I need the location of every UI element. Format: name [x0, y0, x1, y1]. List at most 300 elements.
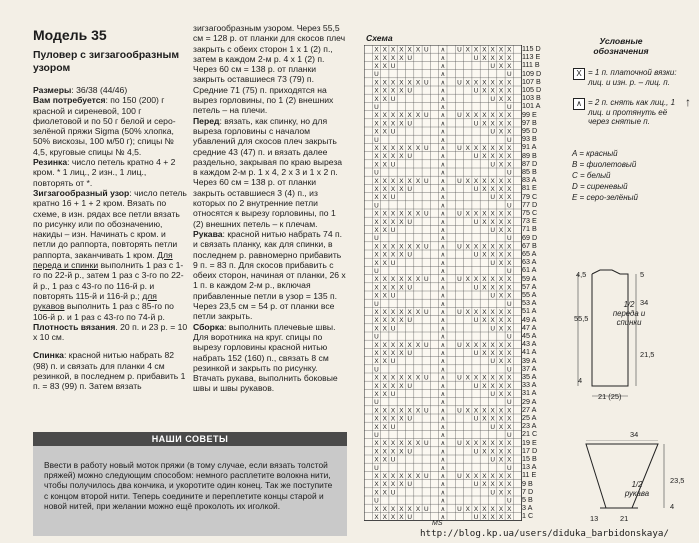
- chart-cell: ∧: [440, 161, 446, 169]
- chart-row-label: 39 A: [522, 355, 537, 365]
- chart-cell: X: [498, 63, 504, 70]
- chart-cell: ∧: [440, 186, 446, 193]
- chart-cell: X: [498, 145, 504, 152]
- chart-cell: X: [390, 284, 396, 292]
- chart-cell: X: [374, 227, 379, 234]
- chart-cell: X: [382, 218, 387, 226]
- chart-cell: U: [506, 71, 512, 79]
- chart-cell: X: [407, 243, 412, 251]
- chart-cell: X: [382, 120, 387, 128]
- chart-cell: X: [498, 317, 504, 325]
- chart-cell: X: [498, 440, 504, 448]
- chart-row-label: 95 D: [522, 126, 538, 135]
- chart-cell: ∧: [440, 46, 446, 54]
- chart-row-label: 17 D: [522, 445, 538, 455]
- chart-cell: X: [415, 341, 421, 349]
- chart-cell: X: [507, 440, 512, 448]
- chart-cell: X: [498, 194, 504, 202]
- chart-cell: X: [374, 251, 379, 259]
- chart-cell: X: [498, 391, 504, 398]
- chart-cell: X: [374, 448, 379, 456]
- chart-cell: X: [374, 194, 379, 202]
- rib-text: : число петель кратно 4 + 2 кром. * 1 лиц., 2 изн., 1 лиц., повторять от *.: [33, 157, 176, 188]
- chart-cell: X: [498, 415, 504, 423]
- chart-cell: U: [473, 448, 479, 456]
- chart-cell: U: [457, 374, 462, 382]
- chart-cell: U: [457, 145, 462, 152]
- chart-cell: U: [457, 177, 462, 185]
- chart-cell: ∧: [440, 194, 446, 202]
- chart-cell: U: [390, 292, 396, 300]
- chart-row-label: 97 B: [522, 117, 537, 127]
- chart-cell: U: [374, 104, 379, 111]
- chart-cell: U: [506, 497, 512, 505]
- chart-cell: X: [390, 79, 396, 87]
- chart-cell: U: [390, 259, 396, 267]
- dim-21-25: 21 (25): [598, 392, 622, 401]
- chart-cell: X: [374, 456, 379, 464]
- chart-cell: X: [498, 489, 504, 497]
- chart-cell: U: [473, 382, 479, 390]
- chart-cell: X: [374, 514, 379, 521]
- chart-cell: X: [498, 284, 504, 292]
- chart-cell: U: [423, 440, 429, 448]
- chart-cell: X: [407, 505, 412, 513]
- chart-cell: U: [374, 464, 379, 472]
- chart-cell: U: [490, 358, 495, 366]
- schema-title: Схема: [366, 33, 393, 43]
- chart-row-label: 77 D: [522, 199, 538, 209]
- chart-cell: X: [507, 161, 512, 169]
- chart-cell: X: [407, 112, 412, 120]
- chart-cell: X: [399, 514, 404, 521]
- chart-cell: X: [390, 210, 396, 218]
- chart-cell: X: [382, 251, 387, 259]
- chart-cell: U: [390, 423, 396, 431]
- chart-cell: X: [498, 423, 504, 431]
- chart-row-label: 7 D: [522, 486, 534, 496]
- chart-cell: X: [374, 145, 379, 152]
- chart-cell: X: [382, 79, 387, 87]
- chart-cell: U: [490, 161, 495, 169]
- dim-21-5: 21,5: [640, 350, 655, 359]
- chart-cell: X: [507, 227, 512, 234]
- chart-cell: ∧: [440, 423, 446, 431]
- chart-cell: X: [507, 79, 512, 87]
- chart-cell: X: [382, 46, 387, 54]
- chart-cell: X: [399, 382, 404, 390]
- chart-cell: X: [482, 514, 487, 521]
- chart-cell: X: [399, 317, 404, 325]
- chart-cell: ∧: [440, 489, 446, 497]
- chart-cell: X: [507, 63, 512, 70]
- chart-row-label: 105 D: [522, 85, 542, 94]
- chart-cell: X: [382, 284, 387, 292]
- chart-row-label: 71 B: [522, 224, 537, 234]
- chart-cell: ∧: [440, 497, 446, 505]
- chart-cell: U: [490, 456, 495, 464]
- chart-cell: U: [407, 218, 412, 226]
- chart-cell: U: [423, 473, 429, 480]
- chart-cell: X: [382, 341, 387, 349]
- chart-cell: X: [382, 374, 387, 382]
- needed-text: : по 150 (200) г красной и сиреневой, 100 г фиолетовой и по 50 г белой и серо-зелёной пряжи Sigma (50% хлопка, 50% вискозы, 100 м/50 г); спицы № 4,5, круговые спицы № 4,5.: [33, 95, 176, 157]
- chart-cell: ∧: [440, 87, 446, 95]
- chart-cell: X: [490, 153, 495, 161]
- chart-cell: X: [399, 79, 404, 87]
- chart-cell: X: [507, 341, 512, 349]
- chart-cell: X: [482, 153, 487, 161]
- chart-cell: ∧: [440, 464, 446, 472]
- chart-cell: U: [506, 464, 512, 472]
- chart-cell: X: [507, 251, 512, 259]
- chart-cell: ∧: [440, 218, 446, 226]
- sleeve-label: 1/2 рукава: [624, 480, 650, 498]
- chart-row-label: 25 A: [522, 413, 537, 422]
- chart-cell: U: [423, 79, 429, 87]
- chart-cell: X: [507, 382, 512, 390]
- chart-cell: U: [407, 87, 412, 95]
- chart-cell: X: [465, 473, 470, 480]
- chart-cell: U: [407, 448, 412, 456]
- chart-cell: X: [390, 145, 396, 152]
- chart-row-label: 13 A: [522, 462, 537, 472]
- chart-cell: X: [507, 177, 512, 185]
- chart-cell: X: [482, 79, 487, 87]
- chart-cell: X: [498, 448, 504, 456]
- back-label: Спинка: [33, 350, 64, 361]
- chart-cell: X: [465, 309, 470, 316]
- chart-cell: X: [473, 309, 479, 316]
- chart-cell: ∧: [440, 456, 446, 464]
- chart-cell: U: [423, 407, 429, 415]
- chart-cell: X: [390, 481, 396, 489]
- zigzag-label: Зигзагообразный узор: [33, 187, 130, 198]
- chart-cell: U: [374, 366, 379, 374]
- chart-cell: X: [390, 153, 396, 161]
- chart-cell: X: [415, 145, 421, 152]
- chart-cell: X: [390, 505, 396, 513]
- chart-cell: ∧: [440, 54, 446, 62]
- chart-cell: X: [507, 391, 512, 398]
- chart-cell: X: [473, 440, 479, 448]
- chart-cell: X: [407, 177, 412, 185]
- chart-cell: X: [490, 186, 495, 193]
- chart-cell: X: [465, 177, 470, 185]
- chart-cell: X: [490, 448, 495, 456]
- chart-cell: X: [482, 120, 487, 128]
- chart-cell: X: [507, 87, 512, 95]
- chart-cell: X: [407, 46, 412, 54]
- chart-cell: U: [457, 210, 462, 218]
- chart-cell: X: [407, 341, 412, 349]
- chart-cell: X: [399, 309, 404, 316]
- chart-cell: ∧: [440, 317, 446, 325]
- chart-cell: X: [498, 128, 504, 136]
- chart-row-label: 59 A: [522, 273, 537, 283]
- article-subtitle: Пуловер с зигзагообразным узором: [33, 50, 180, 74]
- chart-cell: X: [399, 505, 404, 513]
- chart-cell: X: [498, 259, 504, 267]
- chart-cell: X: [498, 46, 504, 54]
- chart-cell: X: [498, 473, 504, 480]
- chart-cell: X: [390, 112, 396, 120]
- chart-cell: U: [407, 382, 412, 390]
- chart-cell: X: [473, 505, 479, 513]
- chart-row-label: 31 A: [522, 388, 537, 398]
- chart-cell: X: [490, 120, 495, 128]
- chart-cell: X: [490, 350, 495, 357]
- chart-row-label: 99 E: [522, 109, 537, 119]
- chart-cell: X: [390, 186, 396, 193]
- chart-cell: X: [374, 210, 379, 218]
- chart-row-label: 93 B: [522, 134, 537, 144]
- chart-cell: X: [482, 186, 487, 193]
- chart-cell: U: [407, 481, 412, 489]
- chart-cell: X: [415, 276, 421, 284]
- chart-cell: X: [498, 227, 504, 234]
- chart-cell: X: [490, 440, 495, 448]
- chart-cell: X: [507, 292, 512, 300]
- zigzag-underlined-1: Для переда и спинки: [33, 249, 173, 271]
- chart-cell: X: [473, 177, 479, 185]
- chart-cell: X: [498, 292, 504, 300]
- chart-cell: ∧: [440, 145, 446, 152]
- chart-cell: X: [507, 95, 512, 103]
- chart-cell: X: [399, 54, 404, 62]
- chart-row-label: 23 A: [522, 421, 537, 431]
- chart-cell: X: [482, 112, 487, 120]
- chart-row-label: 73 E: [522, 216, 537, 226]
- chart-cell: X: [382, 227, 387, 234]
- chart-cell: U: [390, 227, 396, 234]
- chart-cell: ∧: [440, 71, 446, 79]
- chart-cell: X: [482, 87, 487, 95]
- front-back-schematic: [570, 268, 695, 408]
- chart-cell: X: [498, 177, 504, 185]
- chart-cell: X: [507, 473, 512, 480]
- chart-cell: X: [374, 415, 379, 423]
- chart-cell: X: [374, 54, 379, 62]
- chart-cell: X: [399, 407, 404, 415]
- chart-cell: X: [490, 112, 495, 120]
- chart-cell: U: [423, 341, 429, 349]
- sleeve-dim-34: 34: [630, 430, 639, 439]
- chart-cell: ∧: [440, 481, 446, 489]
- chart-cell: U: [473, 87, 479, 95]
- chart-cell: U: [490, 194, 495, 202]
- chart-cell: ∧: [440, 473, 446, 480]
- garter-stitch-legend: = 1 п. платочной вязки: лиц. и изн. р. – лиц. п.: [588, 68, 677, 87]
- chart-cell: X: [482, 251, 487, 259]
- chart-cell: X: [490, 505, 495, 513]
- source-url[interactable]: http://blog.kp.ua/users/diduka_barbidonskaya/: [420, 528, 669, 539]
- instructions-column-1: [33, 85, 188, 392]
- zigzag-text: : число петель кратно 16 + 1 + 2 кром. Вязать по схеме, в изн. рядах все петли вязать по рисунку или по обозначению, накиды – изн. Начинать с кром. и петли до раппорта, повторять петли раппорта, заканчивать 1 кром.: [33, 187, 187, 260]
- chart-cell: X: [415, 374, 421, 382]
- chart-cell: X: [382, 194, 387, 202]
- chart-cell: ∧: [440, 366, 446, 374]
- chart-row-label: 55 A: [522, 290, 537, 299]
- chart-cell: X: [507, 46, 512, 54]
- chart-cell: X: [465, 210, 470, 218]
- chart-cell: X: [415, 112, 421, 120]
- chart-cell: U: [374, 169, 379, 177]
- chart-cell: X: [490, 251, 495, 259]
- chart-cell: X: [407, 210, 412, 218]
- chart-cell: X: [382, 186, 387, 193]
- legend-title: Условные обозначения: [593, 36, 649, 56]
- chart-cell: ∧: [440, 300, 446, 308]
- chart-cell: X: [382, 161, 387, 169]
- chart-cell: ∧: [440, 350, 446, 357]
- chart-cell: X: [507, 120, 512, 128]
- chart-cell: U: [506, 202, 512, 210]
- chart-row-label: 9 B: [522, 478, 533, 488]
- chart-cell: X: [390, 514, 396, 521]
- sleeve-text: : красной нитью набрать 74 п. и связать планку, как для спинки, в последнем р. равномерно прибавить 9 п. = 83 п. Для скосов прибавить с обеих сторон, начиная от планки, 26 х 1 п. в каждом 2-м р., включая прибавленные петли в узор = 135 п. Через 23,5 см = 54 р. от планки все петли закрыть.: [193, 228, 346, 322]
- chart-cell: U: [490, 63, 495, 70]
- sleeve-dim-4: 4: [670, 502, 675, 511]
- chart-cell: X: [382, 505, 387, 513]
- chart-cell: X: [374, 350, 379, 357]
- chart-cell: X: [390, 87, 396, 95]
- assembly-text: : выполнить плечевые швы. Для воротника на круг. спицы по вырезу горловины красной нитью набрать 152 (160) п., связать 8 см резинкой и закрыть по рисунку. Втачать рукава, выполнить боковые швы и швы рукавов.: [193, 321, 338, 394]
- advice-header: НАШИ СОВЕТЫ: [33, 432, 347, 446]
- chart-cell: U: [423, 243, 429, 251]
- front-label: Перед: [193, 115, 220, 126]
- chart-cell: X: [465, 112, 470, 120]
- chart-cell: U: [457, 243, 462, 251]
- chart-cell: X: [382, 259, 387, 267]
- chart-cell: ∧: [440, 202, 446, 210]
- chart-cell: X: [382, 358, 387, 366]
- chart-cell: X: [465, 145, 470, 152]
- chart-cell: U: [374, 235, 379, 243]
- chart-cell: U: [490, 227, 495, 234]
- color-d: D = сиреневый: [572, 182, 628, 191]
- chart-cell: ∧: [440, 169, 446, 177]
- chart-cell: U: [506, 300, 512, 308]
- chart-cell: X: [507, 210, 512, 218]
- chart-cell: X: [498, 309, 504, 316]
- sizes-text: : 36/38 (44/46): [71, 85, 128, 95]
- chart-cell: X: [399, 177, 404, 185]
- chart-cell: X: [490, 276, 495, 284]
- chart-cell: U: [390, 391, 396, 398]
- chart-cell: U: [407, 317, 412, 325]
- decrease-symbol: ∧: [573, 98, 585, 110]
- chart-cell: U: [407, 415, 412, 423]
- chart-cell: X: [482, 440, 487, 448]
- chart-cell: X: [390, 309, 396, 316]
- color-a: A = красный: [572, 149, 618, 158]
- chart-cell: X: [507, 259, 512, 267]
- chart-cell: X: [490, 177, 495, 185]
- chart-cell: X: [382, 309, 387, 316]
- chart-cell: X: [482, 284, 487, 292]
- chart-cell: X: [399, 186, 404, 193]
- chart-cell: U: [473, 186, 479, 193]
- chart-cell: X: [490, 514, 495, 521]
- chart-row-label: 83 A: [522, 175, 537, 185]
- chart-row-label: 21 C: [522, 429, 538, 439]
- sizes-label: Размеры: [33, 85, 72, 95]
- chart-cell: X: [382, 112, 387, 120]
- chart-cell: X: [374, 161, 379, 169]
- chart-cell: U: [423, 210, 429, 218]
- chart-cell: X: [498, 243, 504, 251]
- chart-cell: X: [390, 341, 396, 349]
- chart-cell: X: [382, 456, 387, 464]
- chart-cell: ∧: [440, 292, 446, 300]
- chart-cell: X: [390, 473, 396, 480]
- chart-cell: X: [482, 54, 487, 62]
- chart-cell: U: [423, 46, 429, 54]
- chart-row-label: 51 A: [522, 306, 537, 316]
- chart-cell: X: [374, 481, 379, 489]
- chart-cell: X: [374, 87, 379, 95]
- advice-text: Ввести в работу новый моток пряжи (в тому случае, если вязать толстой пряжей) можно следующим способом: немного расплетите волокна нити, чтобы получилось два кончика, и укоротите один конец. Так же поступите с концом второй нити. Теперь соедините и переплетите концы старой и новой нитей, при желании можно ещё проколоть их иголкой.: [44, 460, 333, 511]
- chart-cell: U: [490, 423, 495, 431]
- article-title: Модель 35: [33, 27, 107, 43]
- chart-row-label: 11 E: [522, 470, 537, 480]
- chart-cell: U: [390, 128, 396, 136]
- chart-row-label: 111 B: [522, 60, 540, 70]
- chart-row-label: 79 C: [522, 191, 538, 201]
- chart-cell: X: [498, 79, 504, 87]
- back-continued-text: зигзагообразным узором. Через 55,5 см = 128 р. от планки для скосов плеч закрыть с обеих сторон 1 х 1 (2) п., затем в каждом 2-м р. 4 х 1 (2) п. Через 60 см = 138 р. от планки закрыть оставшиеся 73 (79) п. Средние 71 (75) п. приходятся на вырез горловины, по 1 (2) внешних петель – на плечи.: [193, 23, 346, 116]
- chart-cell: X: [507, 489, 512, 497]
- chart-cell: U: [473, 120, 479, 128]
- chart-cell: X: [382, 153, 387, 161]
- chart-cell: U: [423, 309, 429, 316]
- chart-row-label: 63 A: [522, 257, 537, 267]
- chart-cell: X: [390, 177, 396, 185]
- chart-cell: X: [490, 407, 495, 415]
- chart-cell: X: [374, 120, 379, 128]
- chart-cell: X: [482, 407, 487, 415]
- chart-cell: X: [482, 145, 487, 152]
- chart-cell: X: [382, 177, 387, 185]
- chart-row-label: 27 A: [522, 404, 537, 414]
- chart-cell: X: [382, 514, 387, 521]
- instructions-column-2: [193, 23, 348, 394]
- chart-cell: X: [498, 95, 504, 103]
- chart-row-label: 75 C: [522, 208, 538, 217]
- color-e: E = серо-зелёный: [572, 193, 638, 202]
- chart-cell: X: [390, 251, 396, 259]
- chart-cell: U: [473, 284, 479, 292]
- chart-row-label: 37 A: [522, 363, 537, 373]
- chart-cell: X: [482, 505, 487, 513]
- chart-cell: U: [457, 276, 462, 284]
- color-legend: [572, 148, 638, 203]
- chart-cell: X: [374, 341, 379, 349]
- chart-cell: X: [390, 374, 396, 382]
- chart-cell: X: [374, 95, 379, 103]
- chart-cell: X: [482, 448, 487, 456]
- chart-cell: X: [498, 161, 504, 169]
- chart-cell: X: [399, 210, 404, 218]
- chart-cell: X: [407, 407, 412, 415]
- chart-cell: X: [507, 112, 512, 120]
- chart-cell: ∧: [440, 505, 446, 513]
- chart-row-label: 57 A: [522, 281, 537, 291]
- chart-cell: X: [507, 54, 512, 62]
- chart-cell: U: [506, 235, 512, 243]
- chart-cell: X: [374, 46, 379, 54]
